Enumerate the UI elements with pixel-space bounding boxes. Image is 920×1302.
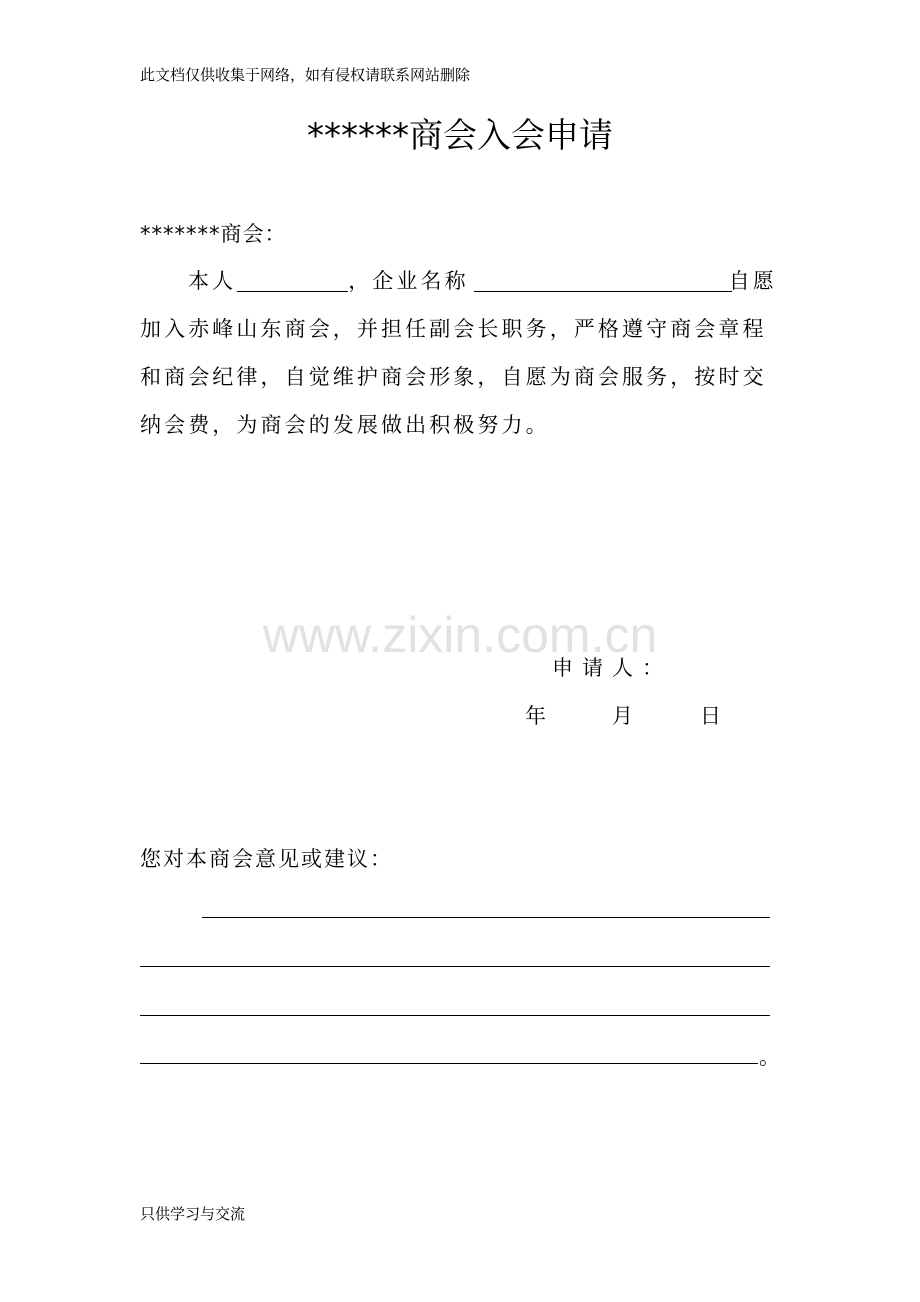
suggestion-line-2 [140, 966, 770, 967]
watermark: www.zixin.com.cn [262, 607, 658, 663]
body-line-1-mid: ，企业名称 [348, 269, 469, 293]
document-title: ******商会入会申请 [307, 116, 613, 156]
body-line-1-prefix: 本人 [188, 269, 237, 293]
date-day-label: 日 [700, 704, 721, 728]
suggestion-end-mark: 。 [759, 1045, 780, 1069]
company-name-blank-line [474, 291, 732, 292]
body-line-1 [140, 265, 777, 297]
applicant-label: 申请人： [552, 656, 672, 680]
suggestion-label: 您对本商会意见或建议： [140, 847, 393, 871]
salutation: *******商会： [140, 222, 287, 246]
date-month-label: 月 [612, 704, 633, 728]
body-line-3: 和商会纪律，自觉维护商会形象，自愿为商会服务，按时交 [140, 365, 767, 389]
header-note: 此文档仅供收集于网络，如有侵权请联系网站删除 [140, 66, 471, 84]
body-line-2: 加入赤峰山东商会，并担任副会长职务，严格遵守商会章程 [140, 317, 767, 341]
suggestion-line-3 [140, 1015, 770, 1016]
name-blank-line [237, 291, 348, 292]
body-line-4: 纳会费，为商会的发展做出积极努力。 [140, 413, 550, 437]
suggestion-line-4 [140, 1063, 758, 1064]
date-year-label: 年 [525, 704, 546, 728]
body-line-1-suffix: 自愿 [728, 269, 777, 293]
footer-note: 只供学习与交流 [140, 1205, 246, 1223]
suggestion-line-1 [202, 917, 770, 918]
